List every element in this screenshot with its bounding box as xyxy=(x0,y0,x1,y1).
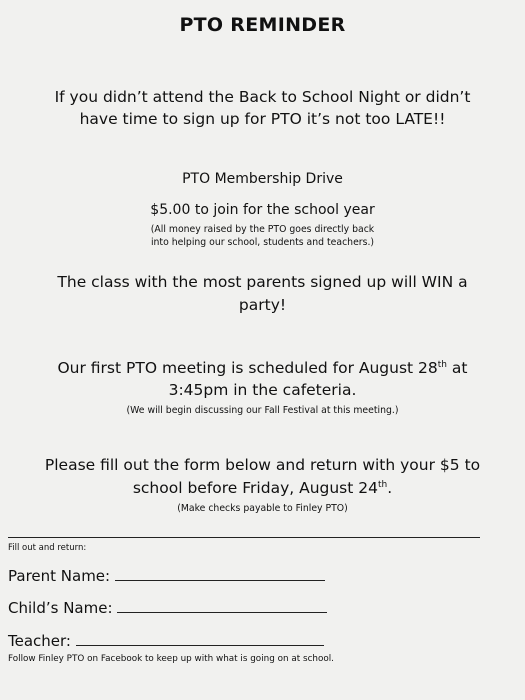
cut-line-divider xyxy=(8,537,480,538)
meeting-line-2: 3:45pm in the cafeteria. xyxy=(168,381,357,399)
facebook-footer: Follow Finley PTO on Facebook to keep up with what is going on at school. xyxy=(8,654,334,664)
child-name-row xyxy=(8,598,327,617)
parent-name-row xyxy=(8,566,325,585)
parent-name-label: Parent Name: xyxy=(8,567,111,585)
membership-note-1: (All money raised by the PTO goes directly back xyxy=(150,224,375,235)
parent-name-blank xyxy=(115,566,325,581)
form-instruction-1: Please fill out the form below and return with your $5 to xyxy=(44,456,481,474)
contest-line-2: party! xyxy=(238,296,287,314)
child-name-label: Child’s Name: xyxy=(8,599,113,617)
teacher-label: Teacher: xyxy=(8,632,71,650)
flyer-title: PTO REMINDER xyxy=(179,14,346,36)
intro-line-2: have time to sign up for PTO it’s not too LATE!! xyxy=(79,110,446,128)
membership-price: $5.00 to join for the school year xyxy=(150,202,375,218)
teacher-blank xyxy=(76,631,324,646)
child-name-blank xyxy=(117,598,327,613)
checks-note: (Make checks payable to Finley PTO) xyxy=(177,503,348,514)
contest-line-1: The class with the most parents signed up will WIN a xyxy=(57,273,468,291)
meeting-line-1: Our first PTO meeting is scheduled for August 28th at xyxy=(57,359,468,377)
membership-heading: PTO Membership Drive xyxy=(182,171,343,187)
teacher-row xyxy=(8,631,324,650)
fill-out-label: Fill out and return: xyxy=(8,543,87,553)
meeting-note: (We will begin discussing our Fall Festival at this meeting.) xyxy=(126,405,399,416)
membership-note-2: into helping our school, students and teachers.) xyxy=(150,237,375,248)
form-instruction-2: school before Friday, August 24th. xyxy=(132,479,393,497)
intro-line-1: If you didn’t attend the Back to School Night or didn’t xyxy=(54,88,471,106)
